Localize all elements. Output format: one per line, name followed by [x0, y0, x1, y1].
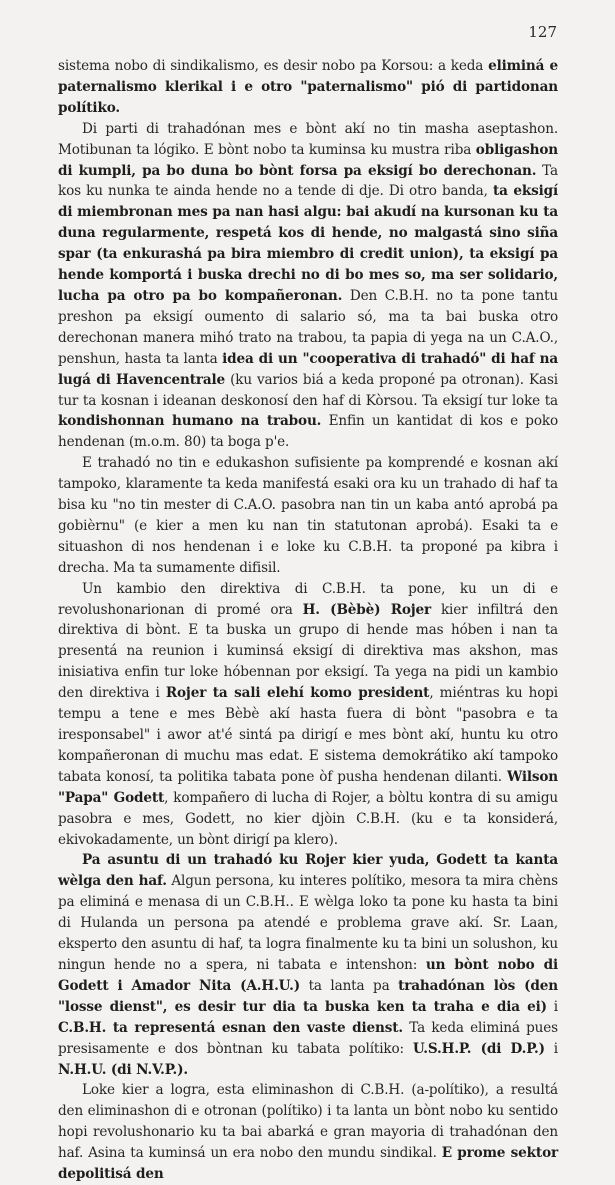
text-run: kier infiltrá den direktiva di bònt. E ta buska un grupo di hende mas hóben i nan ta presentá na reunion i kuminsá eksigí di direktiva mas akshon, mas inisiativa enfin tur loke hóbennan por eksigí. Ta yega na pidi un kambio den direktiva i — [58, 601, 559, 702]
text-run: sistema nobo di sindikalismo, es desir nobo pa Korsou: a keda — [58, 58, 489, 74]
text-run: i — [546, 998, 558, 1015]
text-run: Ta keda eliminá pues presisamente e dos bòntnan ku tabata polítiko: — [58, 1019, 559, 1057]
page-number: 127 — [528, 23, 557, 41]
bold-text: kondishonnan humano na trabou. — [58, 413, 322, 430]
bold-text: Rojer ta sali elehí komo president — [165, 685, 430, 702]
text-run: (ku varios biá a keda proponé pa otronan). Kasi tur ta kosnan i ideanan deskonosí den haf di Kòrsou. Ta eksigí tur loke ta — [58, 371, 558, 409]
text-run: Ta kos ku nunka te ainda hende no a tende di dje. Di otro banda, — [58, 162, 558, 200]
bold-text: trahadónan lòs (den "losse dienst", es desir tur dia ta buska ken ta traha e dia ei) — [58, 977, 559, 1015]
text-run: Enfin un kantidat di kos e poko hendenan (m.o.m. 80) ta boga p'e. — [58, 413, 558, 451]
paragraph — [58, 119, 558, 454]
text-run: Di parti di trahadónan mes e bònt akí no tin masha aseptashon. Motibunan ta lógiko. E bònt nobo ta kuminsa ku mustra riba — [58, 120, 558, 158]
bold-text: C.B.H. ta representá esnan den vaste dienst. — [58, 1019, 403, 1036]
paragraph — [58, 579, 558, 851]
text-run: Den C.B.H. no ta pone tantu preshon pa eksigí oumento di salario só, ma ta bai buska otro derechonan manera mihó trato na trabou, ta papia di yega na un C.A.O., penshun, hasta ta lanta — [58, 287, 558, 367]
paragraph — [58, 56, 558, 119]
paragraph — [58, 850, 558, 1080]
bold-text: idea di un "cooperativa di trahadó" di haf na lugá di Havencentrale — [58, 350, 558, 388]
text-run: , miéntras ku hopi tempu a tene e mes Bèbè akí hasta fuera di bònt "pasobra e ta iresponsabel" i awor at'é sintá pa dirigí e mes bònt akí, huntu ku otro kompañeronan di muchu mas edat. E sistema demokrátiko akí tampoko tabata konosí, ta politika tabata pone òf pusha hendenan dilanti. — [58, 685, 558, 785]
paragraph — [58, 453, 558, 578]
text-run: i — [544, 1040, 558, 1057]
paragraph — [58, 1080, 558, 1185]
text-run: Un kambio den direktiva di C.B.H. ta pone, ku un di e revolushonarionan di promé ora — [58, 580, 558, 618]
bold-text: obligashon di kumpli, pa bo duna bo bònt forsa pa eksigí bo derechonan. — [58, 141, 558, 179]
text-run: E trahadó no tin e edukashon sufisiente pa komprendé e kosnan akí tampoko, klaramente ta keda manifestá esaki ora ku un trahado di haf ta bisa ku "no tin mester di C.A.O. pasobra nan tin un kaba antó aprobá pa gobièrnu" (e kier a men ku nan tin statutonan aprobá). Esaki ta e situashon di nos hendenan i e loke ku C.B.H. ta proponé pa kibra i drecha. Ma ta sumamente difisil. — [58, 455, 558, 576]
bold-text: Pa asuntu di un trahadó ku Rojer kier yuda, Godett ta kanta wèlga den haf. — [58, 852, 558, 890]
bold-text: ta eksigí di miembronan mes pa nan hasi algu: bai akudí na kursonan ku ta duna regularmente, respetá kos di hende, no malgastá sino siña spar (ta enkurashá pa bira miembro di credit union), ta eksigí pa hende komportá i buska drechi no di bo mes so, ma ser solidario, lucha pa otro pa bo kompañeronan. — [58, 183, 558, 304]
bold-text: E prome sektor depolitisá den — [58, 1145, 558, 1183]
body-text — [58, 56, 558, 1185]
bold-text: U.S.H.P. (di D.P.) — [412, 1040, 545, 1057]
bold-text: un bònt nobo di Godett i Amador Nita (A.H.U.) — [58, 956, 558, 994]
bold-text: H. (Bèbè) Rojer — [302, 601, 432, 618]
text-run: , kompañero di lucha di Rojer, a bòltu kontra di su amigu pasobra e mes, Godett, no kier djòin C.B.H. (ku e ta konsiderá, ekivokadamente, un bònt dirigí pa klero). — [58, 789, 558, 848]
bold-text: eliminá e paternalismo klerikal i e otro "paternalismo" pió di partidonan polítiko. — [58, 58, 559, 116]
bold-text: N.H.U. (di N.V.P.). — [58, 1061, 188, 1078]
text-run: Loke kier a logra, esta eliminashon di C.B.H. (a-polítiko), a resultá den eliminashon di e otronan (polítiko) i ta lanta un bònt nobo ku sentido hopi revolushonario ku ta bai abarká e gran mayoria di trahadónan den haf. Asina ta kuminsá un era nobo den mundu sindikal. — [58, 1082, 558, 1162]
text-run: ta lanta pa — [299, 977, 399, 994]
bold-text: Wilson "Papa" Godett — [58, 768, 558, 806]
text-run: Algun persona, ku interes polítiko, mesora ta mira chèns pa eliminá e menasa di un C.B.H.. E wèlga loko ta pone ku hasta ta bini di Hulanda un persona pa atendé e problema grave akí. Sr. Laan, eksperto den asuntu di haf, ta logra finalmente ku ta bini un solushon, ku ningun hende no a spera, ni tabata e intenshon: — [58, 873, 558, 973]
